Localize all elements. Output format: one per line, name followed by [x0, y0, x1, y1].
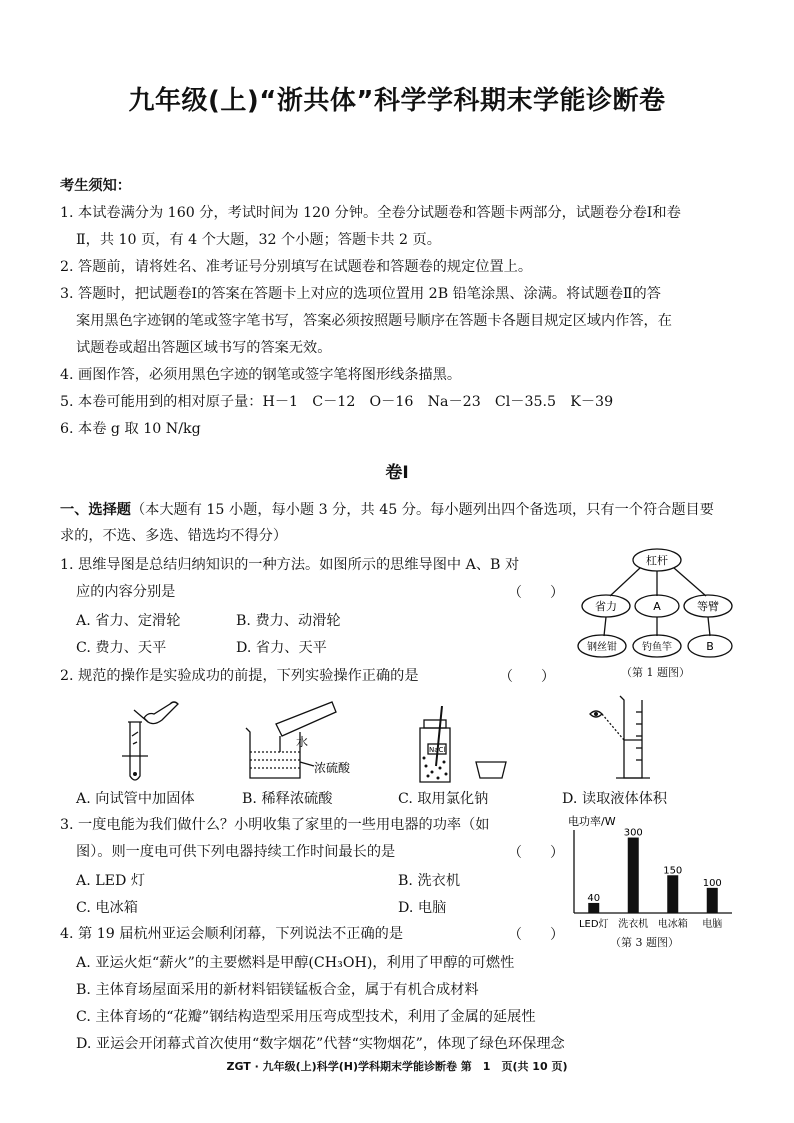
chart-bar — [667, 875, 678, 913]
mind-map-diagram — [570, 546, 750, 666]
notice-line: Ⅱ，共 10 页，有 4 个大题，32 个小题；答题卡共 2 页。 — [76, 232, 441, 248]
question-4: 4. 第 19 届杭州亚运会顺利闭幕，下列说法不正确的是 — [60, 926, 404, 942]
notice-heading: 考生须知： — [60, 178, 131, 194]
q4-option-d: D. 亚运会开闭幕式首次使用“数字烟花”代替“实物烟花”，体现了绿色环保理念 — [76, 1036, 565, 1052]
answer-paren: （ ） — [508, 845, 564, 861]
answer-paren: （ ） — [499, 669, 555, 685]
chart-value-label: 100 — [702, 877, 722, 889]
chart-category-label: 电脑 — [702, 919, 723, 930]
chart-ylabel: 电功率/W — [568, 815, 616, 828]
chart-value-label: 40 — [587, 892, 601, 904]
q2-option-d: D. 读取液体体积 — [562, 791, 668, 807]
q1-option-a: A. 省力、定滑轮 — [76, 613, 181, 629]
page-title: 九年级(上)“浙共体”科学学科期末学能诊断卷 — [128, 86, 666, 116]
question-3-line2: 图）。则一度电可供下列电器持续工作时间最长的是 — [76, 844, 396, 860]
map-leaf-2: 钓鱼竿 — [642, 642, 672, 653]
q2-option-a: A. 向试管中加固体 — [76, 791, 195, 807]
figure-3-caption: （第 3 题图） — [610, 936, 679, 949]
chart-value-label: 150 — [663, 865, 683, 877]
question-1-line2: 应的内容分别是 — [76, 584, 176, 600]
page-footer: ZGT · 九年级(上)科学(H)学科期末学能诊断卷 第 1 页(共 10 页) — [226, 1060, 568, 1073]
notice-line: 4. 画图作答，必须用黑色字迹的钢笔或签字笔将图形线条描黑。 — [60, 367, 462, 383]
question-1: 1. 思维导图是总结归纳知识的一种方法。如图所示的思维导图中 A、B 对 — [60, 557, 520, 573]
part-heading — [60, 500, 714, 520]
q4-option-c: C. 主体育场的“花瓣”钢结构造型采用压弯成型技术，利用了金属的延展性 — [76, 1009, 536, 1025]
chart-bar — [588, 903, 599, 913]
part-heading-label: 一、选择题 — [60, 502, 131, 518]
map-root: 杠杆 — [646, 554, 668, 567]
q2-option-c: C. 取用氯化钠 — [398, 791, 489, 807]
label-nacl: NaCl — [429, 746, 446, 754]
label-acid: 浓硫酸 — [314, 761, 351, 775]
answer-paren: （ ） — [508, 585, 564, 601]
map-leaf-1: 钢丝钳 — [587, 642, 617, 653]
answer-paren: （ ） — [508, 927, 564, 943]
chart-category-label: LED灯 — [578, 919, 609, 930]
map-leaf-3: B — [706, 640, 714, 653]
figure-1-caption: （第 1 题图） — [621, 666, 690, 679]
notice-line: 试题卷或超出答题区域书写的答案无效。 — [76, 340, 332, 356]
chart-category-label: 电冰箱 — [657, 919, 688, 930]
section-title: 卷Ⅰ — [385, 463, 409, 483]
q3-option-a: A. LED 灯 — [76, 873, 146, 889]
question-3: 3. 一度电能为我们做什么？小明收集了家里的一些用电器的功率（如 — [60, 817, 490, 833]
reagent-bottle-illustration — [410, 706, 520, 788]
beaker-illustration — [236, 700, 366, 788]
q3-option-c: C. 电冰箱 — [76, 900, 138, 916]
chart-bar — [628, 838, 639, 913]
q3-option-b: B. 洗衣机 — [398, 873, 461, 889]
notice-line: 5. 本卷可能用到的相对原子量：H－1 C－12 O－16 Na－23 Cl－35.5 K－39 — [60, 394, 614, 410]
chart-bar — [707, 888, 718, 913]
notice-line: 3. 答题时，把试题卷Ⅰ的答案在答题卡上对应的选项位置用 2B 铅笔涂黑、涂满。将试题卷Ⅱ的答 — [60, 286, 661, 302]
q2-option-b: B. 稀释浓硫酸 — [242, 791, 333, 807]
notice-line: 1. 本试卷满分为 160 分，考试时间为 120 分钟。全卷分试题卷和答题卡两部分，试题卷分卷Ⅰ和卷 — [60, 205, 681, 221]
q4-option-a: A. 亚运火炬“薪火”的主要燃料是甲醇(CH₃OH)，利用了甲醇的可燃性 — [76, 955, 515, 971]
map-node-2: A — [653, 600, 661, 613]
map-node-3: 等臂 — [697, 600, 719, 613]
notice-line: 2. 答题前，请将姓名、准考证号分别填写在试题卷和答题卷的规定位置上。 — [60, 259, 533, 275]
chart-value-label: 300 — [623, 827, 643, 839]
graduated-cylinder-illustration — [586, 692, 666, 790]
notice-line: 6. 本卷 g 取 10 N/kg — [60, 421, 201, 437]
q4-option-b: B. 主体育场屋面采用的新材料铝镁锰板合金，属于有机合成材料 — [76, 982, 479, 998]
label-water: 水 — [296, 735, 309, 749]
q1-option-b: B. 费力、动滑轮 — [236, 613, 341, 629]
question-2: 2. 规范的操作是实验成功的前提，下列实验操作正确的是 — [60, 668, 419, 684]
q1-option-d: D. 省力、天平 — [236, 640, 327, 656]
notice-line: 案用黑色字迹钢的笔或签字笔书写，答案必须按照题号顺序在答题卡各题目规定区域内作答，在 — [76, 313, 672, 329]
q1-option-c: C. 费力、天平 — [76, 640, 167, 656]
test-tube-illustration — [108, 696, 188, 786]
chart-category-label: 洗衣机 — [618, 919, 649, 930]
q3-option-d: D. 电脑 — [398, 900, 447, 916]
part-desc: （本大题有 15 小题，每小题 3 分，共 45 分。每小题列出四个备选项，只有一个符合题目要 — [130, 502, 714, 518]
map-node-1: 省力 — [595, 600, 617, 613]
part-desc-2: 求的，不选、多选、错选均不得分） — [60, 528, 288, 544]
power-bar-chart — [560, 812, 740, 930]
